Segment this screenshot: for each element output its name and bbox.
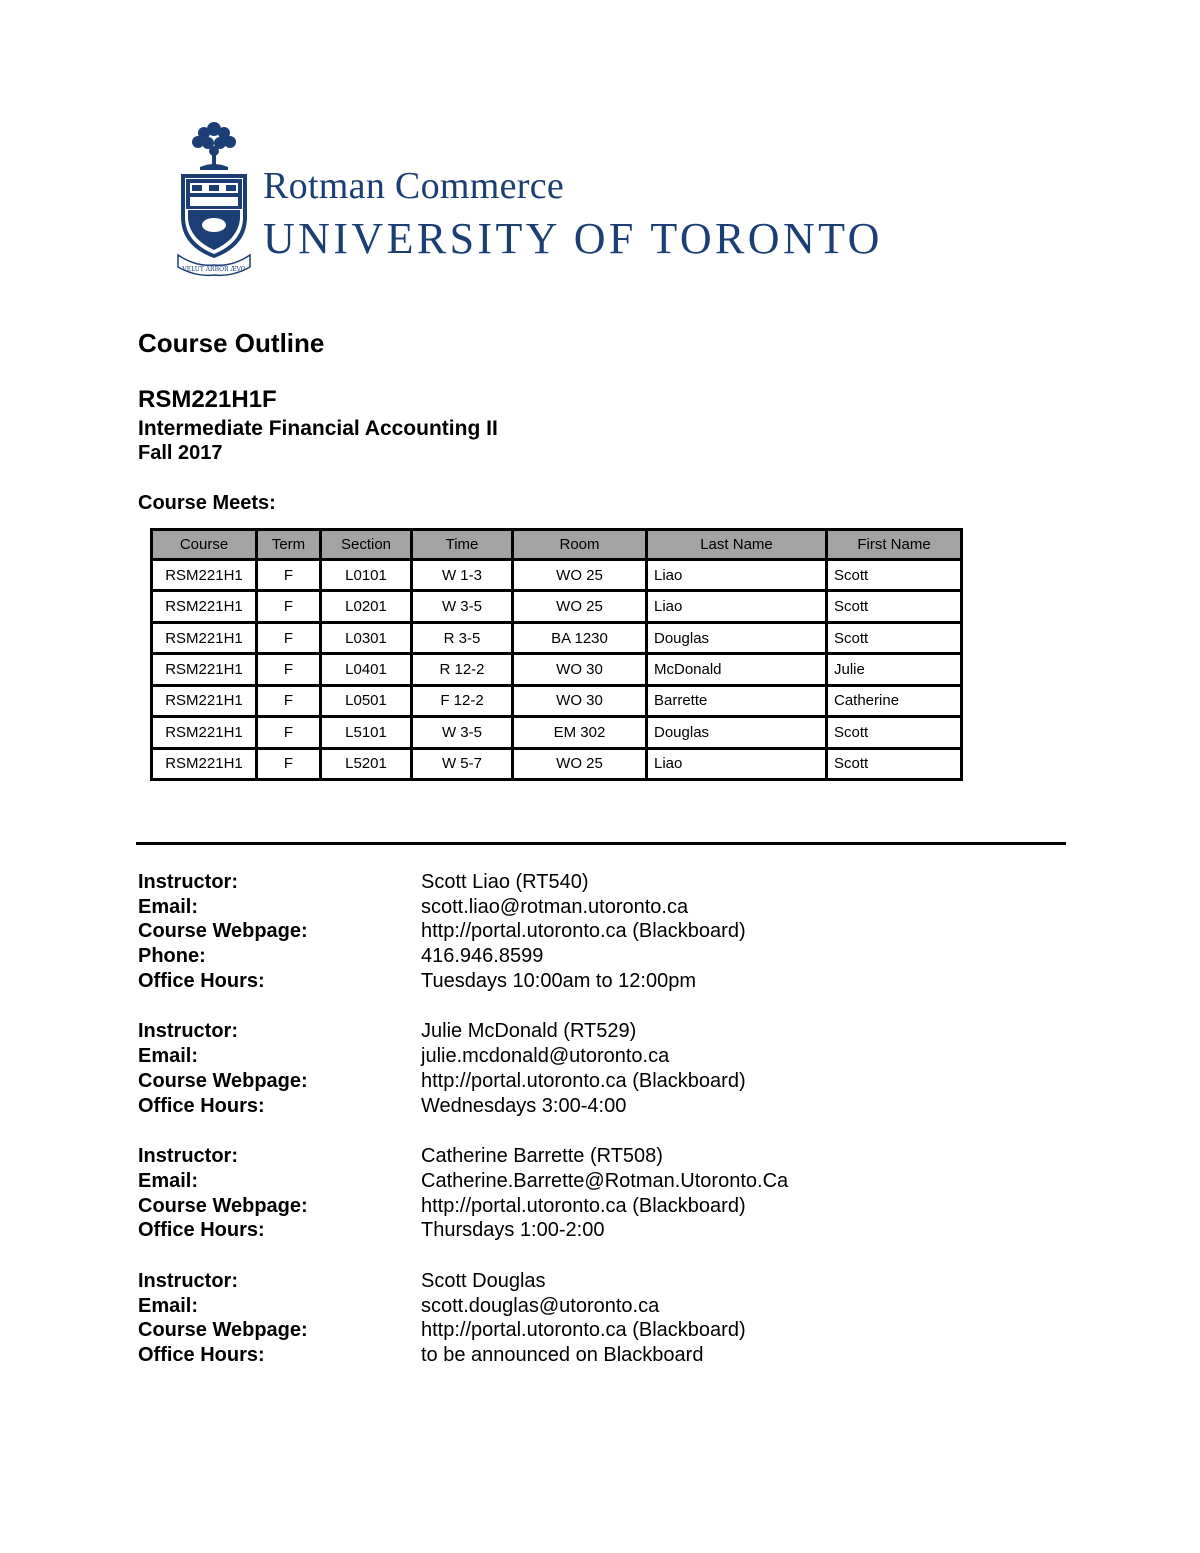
cell-room: WO 25 [513, 560, 647, 591]
contact-value: scott.liao@rotman.utoronto.ca [421, 895, 689, 918]
column-header-room: Room [513, 530, 647, 560]
table-row [152, 685, 962, 716]
cell-last-name: Douglas [647, 717, 827, 748]
logo-rotman-commerce: Rotman Commerce [263, 165, 565, 207]
contact-row [138, 1269, 788, 1294]
column-header-last-name: Last Name [647, 530, 827, 560]
cell-term: F [257, 717, 321, 748]
table-row [152, 622, 962, 653]
contact-value: http://portal.utoronto.ca (Blackboard) [421, 1319, 746, 1342]
course-meets-label: Course Meets: [138, 492, 276, 514]
column-header-course: Course [152, 530, 257, 560]
contact-value: Julie McDonald (RT529) [421, 1020, 637, 1043]
contact-label: Email: [138, 1294, 199, 1317]
contact-label: Phone: [138, 945, 206, 968]
cell-section: L0301 [321, 622, 412, 653]
cell-first-name: Scott [827, 591, 962, 622]
contact-row [138, 1343, 788, 1368]
cell-first-name: Julie [827, 654, 962, 685]
cell-course: RSM221H1 [152, 654, 257, 685]
cell-first-name: Scott [827, 560, 962, 591]
contact-label: Office Hours: [138, 1219, 265, 1242]
instructor-block [138, 1269, 788, 1368]
course-title: Intermediate Financial Accounting II [138, 417, 498, 440]
contact-label: Office Hours: [138, 969, 265, 992]
contact-row [138, 1294, 788, 1319]
contact-label: Email: [138, 1045, 199, 1068]
cell-course: RSM221H1 [152, 685, 257, 716]
cell-room: EM 302 [513, 717, 647, 748]
cell-time: R 3-5 [412, 622, 513, 653]
cell-first-name: Scott [827, 748, 962, 779]
cell-room: WO 25 [513, 748, 647, 779]
contact-label: Instructor: [138, 1269, 238, 1292]
contact-row [138, 1069, 788, 1094]
cell-last-name: Liao [647, 748, 827, 779]
cell-course: RSM221H1 [152, 748, 257, 779]
column-header-section: Section [321, 530, 412, 560]
cell-last-name: Douglas [647, 622, 827, 653]
contact-value: 416.946.8599 [421, 945, 544, 968]
cell-first-name: Catherine [827, 685, 962, 716]
crest-motto: VELUT ARBOR ÆVO [182, 266, 246, 273]
cell-room: WO 25 [513, 591, 647, 622]
cell-course: RSM221H1 [152, 560, 257, 591]
cell-term: F [257, 654, 321, 685]
column-header-time: Time [412, 530, 513, 560]
table-row [152, 560, 962, 591]
logo-university-of-toronto: UNIVERSITY OF TORONTO [263, 214, 883, 263]
instructor-block [138, 870, 788, 993]
contact-label: Office Hours: [138, 1344, 265, 1366]
contact-value: Tuesdays 10:00am to 12:00pm [421, 969, 696, 992]
contact-row [138, 1318, 788, 1343]
table-row [152, 654, 962, 685]
cell-section: L0501 [321, 685, 412, 716]
cell-term: F [257, 622, 321, 653]
table-row [152, 591, 962, 622]
cell-time: W 3-5 [412, 591, 513, 622]
contact-value: http://portal.utoronto.ca (Blackboard) [421, 1194, 746, 1217]
cell-last-name: Barrette [647, 685, 827, 716]
cell-term: F [257, 685, 321, 716]
contact-row [138, 1044, 788, 1069]
contact-value: Catherine Barrette (RT508) [421, 1145, 663, 1168]
university-crest-logo [176, 117, 252, 282]
contact-label: Course Webpage: [138, 1194, 308, 1217]
table-row [152, 717, 962, 748]
cell-last-name: Liao [647, 560, 827, 591]
cell-room: WO 30 [513, 685, 647, 716]
contact-label: Course Webpage: [138, 920, 308, 943]
course-code: RSM221H1F [138, 386, 277, 413]
cell-time: W 5-7 [412, 748, 513, 779]
contact-row [138, 944, 788, 969]
course-term: Fall 2017 [138, 442, 223, 464]
contact-value: Catherine.Barrette@Rotman.Utoronto.Ca [421, 1169, 789, 1192]
course-meets-table [150, 528, 963, 781]
contact-label: Course Webpage: [138, 1069, 308, 1092]
contact-value: Scott Liao (RT540) [421, 871, 589, 893]
contact-label: Instructor: [138, 871, 238, 893]
table-header-row [152, 530, 962, 560]
cell-first-name: Scott [827, 717, 962, 748]
cell-section: L0201 [321, 591, 412, 622]
cell-section: L5201 [321, 748, 412, 779]
table-row [152, 748, 962, 779]
cell-room: BA 1230 [513, 622, 647, 653]
contact-row [138, 870, 788, 895]
horizontal-divider [136, 842, 1066, 845]
column-header-first-name: First Name [827, 530, 962, 560]
contact-label: Instructor: [138, 1145, 238, 1168]
contact-value: to be announced on Blackboard [421, 1344, 704, 1366]
contact-row [138, 1194, 788, 1219]
cell-time: W 1-3 [412, 560, 513, 591]
cell-course: RSM221H1 [152, 717, 257, 748]
cell-section: L0401 [321, 654, 412, 685]
contact-row [138, 1169, 788, 1194]
contact-value: julie.mcdonald@utoronto.ca [421, 1045, 670, 1068]
cell-term: F [257, 560, 321, 591]
cell-time: W 3-5 [412, 717, 513, 748]
cell-last-name: McDonald [647, 654, 827, 685]
cell-section: L5101 [321, 717, 412, 748]
contact-row [138, 1144, 788, 1169]
contact-row [138, 895, 788, 920]
instructor-block [138, 1019, 788, 1118]
contact-label: Email: [138, 1169, 199, 1192]
contact-value: http://portal.utoronto.ca (Blackboard) [421, 920, 746, 943]
contact-label: Instructor: [138, 1020, 238, 1043]
cell-time: F 12-2 [412, 685, 513, 716]
column-header-term: Term [257, 530, 321, 560]
cell-section: L0101 [321, 560, 412, 591]
cell-first-name: Scott [827, 622, 962, 653]
cell-course: RSM221H1 [152, 622, 257, 653]
contact-value: Scott Douglas [421, 1269, 546, 1292]
cell-term: F [257, 591, 321, 622]
contact-value: Wednesdays 3:00-4:00 [421, 1094, 627, 1117]
contact-row [138, 1019, 788, 1044]
contact-row [138, 1094, 788, 1119]
contact-row [138, 919, 788, 944]
instructor-contacts [138, 870, 788, 1394]
cell-course: RSM221H1 [152, 591, 257, 622]
contact-label: Course Webpage: [138, 1319, 308, 1342]
contact-row [138, 1218, 788, 1243]
contact-value: http://portal.utoronto.ca (Blackboard) [421, 1069, 746, 1092]
contact-label: Email: [138, 895, 199, 918]
contact-value: scott.douglas@utoronto.ca [421, 1294, 660, 1317]
cell-term: F [257, 748, 321, 779]
contact-row [138, 969, 788, 994]
cell-last-name: Liao [647, 591, 827, 622]
contact-label: Office Hours: [138, 1094, 265, 1117]
cell-time: R 12-2 [412, 654, 513, 685]
contact-value: Thursdays 1:00-2:00 [421, 1219, 605, 1242]
cell-room: WO 30 [513, 654, 647, 685]
instructor-block [138, 1144, 788, 1243]
document-title: Course Outline [138, 328, 325, 358]
